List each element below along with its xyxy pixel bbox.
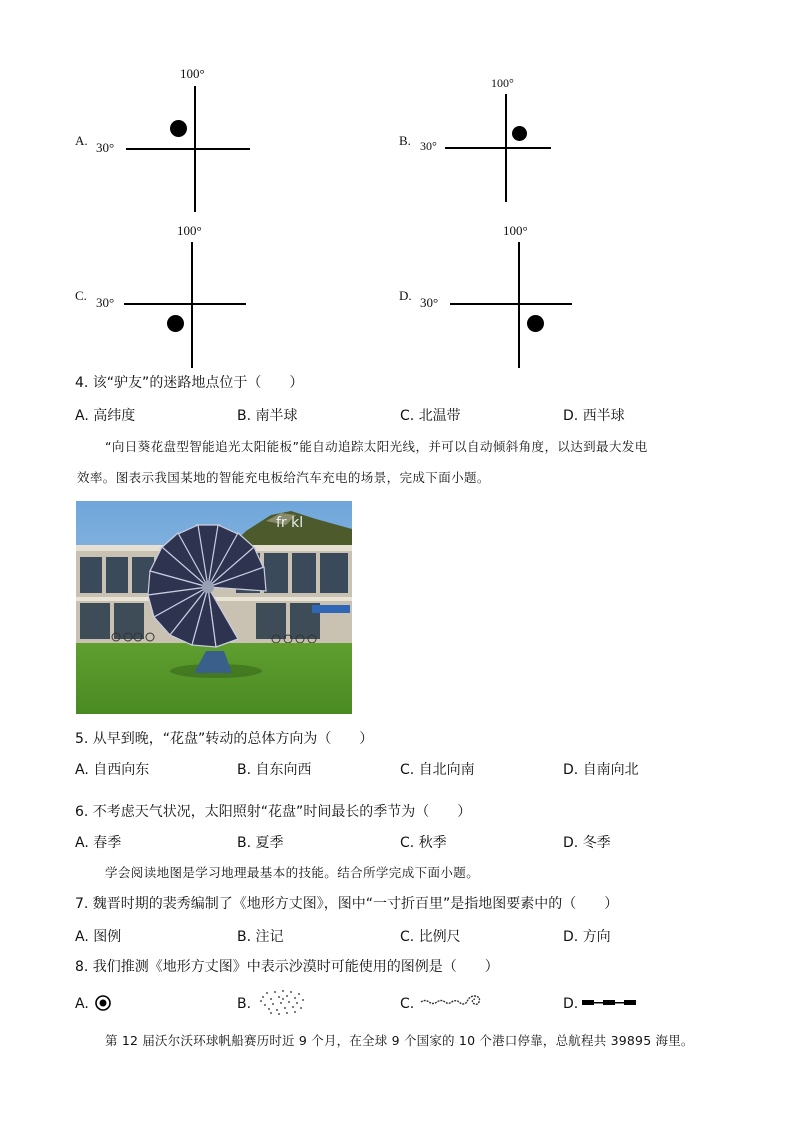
location-dot bbox=[167, 315, 184, 332]
location-dot bbox=[170, 120, 187, 137]
option-letter: B. bbox=[237, 929, 252, 945]
q8-option-b[interactable] bbox=[237, 995, 251, 1013]
option-text: 北温带 bbox=[418, 408, 461, 424]
option-text: 夏季 bbox=[255, 835, 284, 851]
option-text: 注记 bbox=[255, 929, 284, 945]
q8-option-d[interactable] bbox=[563, 995, 578, 1013]
q5-option-d[interactable] bbox=[563, 761, 639, 779]
parallel-line bbox=[450, 303, 572, 305]
option-text: 高纬度 bbox=[93, 408, 136, 424]
dashed-bar-symbol-icon bbox=[582, 998, 638, 1008]
question-6-stem: 6. 不考虑天气状况，太阳照射“花盘”时间最长的季节为（ ） bbox=[75, 804, 472, 820]
question-7-stem: 7. 魏晋时期的裴秀编制了《地形方丈图》，图中“一寸折百里”是指地图要素中的（ ） bbox=[75, 896, 619, 912]
option-letter: D. bbox=[563, 762, 579, 778]
option-text: 自西向东 bbox=[93, 762, 150, 778]
option-letter: A. bbox=[75, 835, 89, 851]
q6-option-c[interactable] bbox=[400, 834, 447, 852]
question-5-stem: 5. 从早到晚，“花盘”转动的总体方向为（ ） bbox=[75, 731, 374, 747]
circle-dot-symbol-icon bbox=[94, 994, 112, 1012]
option-letter: C. bbox=[400, 835, 415, 851]
q4-option-b[interactable] bbox=[237, 407, 298, 425]
q7-option-b[interactable] bbox=[237, 928, 284, 946]
option-letter: C. bbox=[400, 762, 415, 778]
question-4-stem: 4. 该“驴友”的迷路地点位于（ ） bbox=[75, 375, 304, 391]
q4-option-c[interactable] bbox=[400, 407, 461, 425]
longitude-label: 100° bbox=[503, 223, 528, 238]
q4-option-a[interactable] bbox=[75, 407, 135, 425]
q7-option-c[interactable] bbox=[400, 928, 461, 946]
longitude-label: 100° bbox=[491, 76, 514, 90]
option-letter: C. bbox=[400, 408, 415, 424]
option-letter: B. bbox=[237, 408, 252, 424]
q7-option-a[interactable] bbox=[75, 928, 121, 946]
option-letter: D. bbox=[563, 996, 579, 1012]
parallel-line bbox=[124, 303, 246, 305]
option-letter: B. bbox=[237, 762, 252, 778]
q4-option-d[interactable] bbox=[563, 407, 625, 425]
q8-option-c[interactable] bbox=[400, 995, 414, 1013]
q6-option-a[interactable] bbox=[75, 834, 121, 852]
option-text: 比例尺 bbox=[418, 929, 461, 945]
option-text: 秋季 bbox=[418, 835, 447, 851]
question-8-stem: 8. 我们推测《地形方丈图》中表示沙漠时可能使用的图例是（ ） bbox=[75, 959, 499, 975]
option-letter: A. bbox=[75, 996, 89, 1012]
option-letter: B. bbox=[399, 133, 411, 148]
q6-option-d[interactable] bbox=[563, 834, 611, 852]
q5-option-a[interactable] bbox=[75, 761, 149, 779]
option-letter: A. bbox=[75, 929, 89, 945]
passage-sunflower-line2: 效率。图表示我国某地的智能充电板给汽车充电的场景，完成下面小题。 bbox=[77, 470, 490, 485]
option-text: 自北向南 bbox=[418, 762, 475, 778]
option-letter: D. bbox=[563, 929, 579, 945]
option-letter: D. bbox=[563, 408, 579, 424]
option-letter: C. bbox=[75, 288, 87, 303]
option-text: 春季 bbox=[93, 835, 122, 851]
option-text: 方向 bbox=[582, 929, 611, 945]
option-text: 南半球 bbox=[255, 408, 298, 424]
option-letter: A. bbox=[75, 762, 89, 778]
sunflower-solar-panel-photo bbox=[76, 501, 352, 714]
q7-option-d[interactable] bbox=[563, 928, 611, 946]
q6-option-b[interactable] bbox=[237, 834, 284, 852]
option-letter: D. bbox=[563, 835, 579, 851]
q8-option-a[interactable] bbox=[75, 995, 89, 1013]
option-letter: D. bbox=[399, 288, 412, 303]
parallel-line bbox=[126, 148, 250, 150]
latitude-label: 30° bbox=[96, 140, 115, 155]
q5-option-b[interactable] bbox=[237, 761, 312, 779]
option-text: 西半球 bbox=[582, 408, 625, 424]
parallel-line bbox=[445, 147, 551, 149]
option-letter: C. bbox=[400, 996, 415, 1012]
longitude-label: 100° bbox=[180, 66, 205, 81]
latitude-label: 30° bbox=[96, 295, 115, 310]
option-text: 冬季 bbox=[582, 835, 611, 851]
option-text: 自东向西 bbox=[255, 762, 312, 778]
stippled-dots-symbol-icon bbox=[257, 987, 305, 1017]
option-letter: A. bbox=[75, 133, 88, 148]
wavy-line-symbol-icon bbox=[419, 990, 485, 1012]
building-sign-text: fr kl bbox=[276, 515, 304, 531]
option-letter: B. bbox=[237, 996, 252, 1012]
longitude-label: 100° bbox=[177, 223, 202, 238]
option-text: 自南向北 bbox=[582, 762, 639, 778]
q5-option-c[interactable] bbox=[400, 761, 475, 779]
passage-sunflower-line1: “向日葵花盘型智能追光太阳能板”能自动追踪太阳光线，并可以自动倾斜角度，以达到最大发电 bbox=[105, 439, 648, 454]
meridian-line bbox=[518, 242, 520, 368]
option-letter: A. bbox=[75, 408, 89, 424]
option-letter: C. bbox=[400, 929, 415, 945]
passage-volvo-race: 第 12 届沃尔沃环球帆船赛历时近 9 个月，在全球 9 个国家的 10 个港口停靠，总航程共 39895 海里。 bbox=[105, 1033, 694, 1048]
location-dot bbox=[527, 315, 544, 332]
passage-map-skills: 学会阅读地图是学习地理最基本的技能。结合所学完成下面小题。 bbox=[105, 865, 480, 880]
option-letter: B. bbox=[237, 835, 252, 851]
meridian-line bbox=[191, 242, 193, 368]
option-text: 图例 bbox=[93, 929, 122, 945]
location-dot bbox=[512, 126, 527, 141]
latitude-label: 30° bbox=[420, 295, 439, 310]
latitude-label: 30° bbox=[420, 139, 437, 153]
